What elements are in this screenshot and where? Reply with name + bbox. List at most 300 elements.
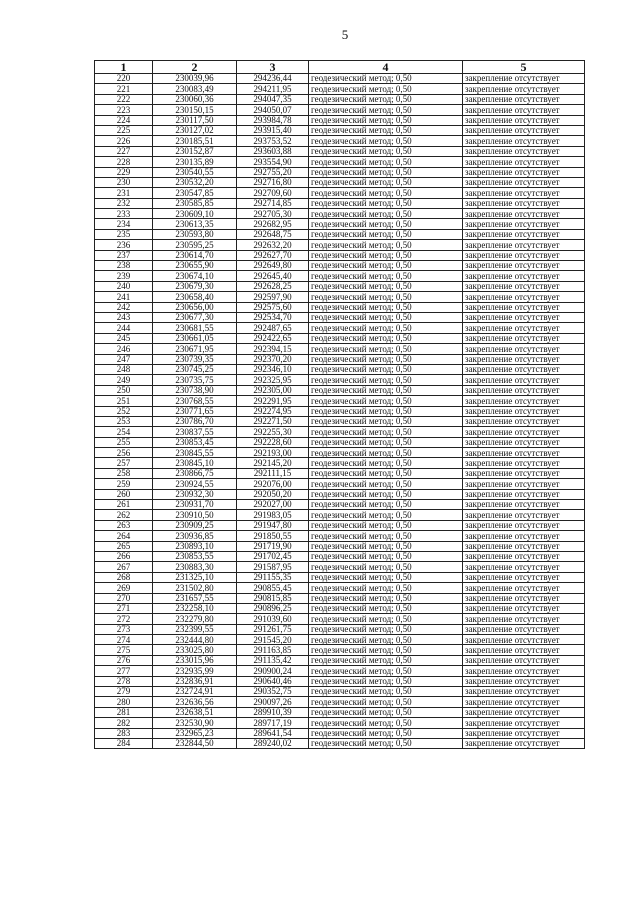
table-row xyxy=(95,396,585,406)
point-number: 259 xyxy=(95,479,153,489)
method-cell: геодезический метод; 0,50 xyxy=(309,157,463,167)
y-coordinate: 291983,05 xyxy=(237,510,309,520)
method-cell: геодезический метод; 0,50 xyxy=(309,115,463,125)
y-coordinate: 291135,42 xyxy=(237,655,309,665)
point-number: 270 xyxy=(95,593,153,603)
x-coordinate: 232965,23 xyxy=(153,728,237,738)
point-number: 239 xyxy=(95,271,153,281)
method-cell: геодезический метод; 0,50 xyxy=(309,437,463,447)
method-cell: геодезический метод; 0,50 xyxy=(309,396,463,406)
y-coordinate: 294236,44 xyxy=(237,74,309,84)
x-coordinate: 230609,10 xyxy=(153,209,237,219)
table-row xyxy=(95,229,585,239)
y-coordinate: 291155,35 xyxy=(237,572,309,582)
fixing-cell: закрепление отсутствует xyxy=(463,250,585,260)
header-col-4: 4 xyxy=(309,61,463,74)
x-coordinate: 230681,55 xyxy=(153,323,237,333)
method-cell: геодезический метод; 0,50 xyxy=(309,219,463,229)
table-row xyxy=(95,198,585,208)
x-coordinate: 230924,55 xyxy=(153,479,237,489)
method-cell: геодезический метод; 0,50 xyxy=(309,427,463,437)
x-coordinate: 230739,35 xyxy=(153,354,237,364)
table-row xyxy=(95,583,585,593)
method-cell: геодезический метод; 0,50 xyxy=(309,375,463,385)
point-number: 229 xyxy=(95,167,153,177)
x-coordinate: 230745,25 xyxy=(153,364,237,374)
x-coordinate: 230909,25 xyxy=(153,520,237,530)
point-number: 268 xyxy=(95,572,153,582)
fixing-cell: закрепление отсутствует xyxy=(463,105,585,115)
y-coordinate: 293915,40 xyxy=(237,125,309,135)
fixing-cell: закрепление отсутствует xyxy=(463,655,585,665)
x-coordinate: 230771,65 xyxy=(153,406,237,416)
header-col-2: 2 xyxy=(153,61,237,74)
table-row xyxy=(95,240,585,250)
point-number: 255 xyxy=(95,437,153,447)
y-coordinate: 292645,40 xyxy=(237,271,309,281)
point-number: 224 xyxy=(95,115,153,125)
table-row xyxy=(95,94,585,104)
fixing-cell: закрепление отсутствует xyxy=(463,718,585,728)
fixing-cell: закрепление отсутствует xyxy=(463,427,585,437)
point-number: 234 xyxy=(95,219,153,229)
y-coordinate: 292111,15 xyxy=(237,468,309,478)
point-number: 241 xyxy=(95,292,153,302)
method-cell: геодезический метод; 0,50 xyxy=(309,74,463,84)
y-coordinate: 292145,20 xyxy=(237,458,309,468)
y-coordinate: 290855,45 xyxy=(237,583,309,593)
point-number: 235 xyxy=(95,229,153,239)
fixing-cell: закрепление отсутствует xyxy=(463,707,585,717)
method-cell: геодезический метод; 0,50 xyxy=(309,84,463,94)
x-coordinate: 230837,55 xyxy=(153,427,237,437)
x-coordinate: 230150,15 xyxy=(153,105,237,115)
table-row xyxy=(95,489,585,499)
method-cell: геодезический метод; 0,50 xyxy=(309,188,463,198)
x-coordinate: 230613,35 xyxy=(153,219,237,229)
point-number: 250 xyxy=(95,385,153,395)
method-cell: геодезический метод; 0,50 xyxy=(309,333,463,343)
x-coordinate: 231502,80 xyxy=(153,583,237,593)
fixing-cell: закрепление отсутствует xyxy=(463,136,585,146)
x-coordinate: 230656,00 xyxy=(153,302,237,312)
table-row xyxy=(95,323,585,333)
x-coordinate: 230671,95 xyxy=(153,344,237,354)
method-cell: геодезический метод; 0,50 xyxy=(309,541,463,551)
fixing-cell: закрепление отсутствует xyxy=(463,240,585,250)
method-cell: геодезический метод; 0,50 xyxy=(309,177,463,187)
method-cell: геодезический метод; 0,50 xyxy=(309,500,463,510)
y-coordinate: 291719,90 xyxy=(237,541,309,551)
point-number: 256 xyxy=(95,448,153,458)
x-coordinate: 232724,91 xyxy=(153,687,237,697)
method-cell: геодезический метод; 0,50 xyxy=(309,707,463,717)
table-row xyxy=(95,614,585,624)
method-cell: геодезический метод; 0,50 xyxy=(309,697,463,707)
table-row xyxy=(95,448,585,458)
header-col-1: 1 xyxy=(95,61,153,74)
header-col-3: 3 xyxy=(237,61,309,74)
x-coordinate: 230786,70 xyxy=(153,416,237,426)
method-cell: геодезический метод; 0,50 xyxy=(309,572,463,582)
y-coordinate: 292274,95 xyxy=(237,406,309,416)
x-coordinate: 231657,55 xyxy=(153,593,237,603)
y-coordinate: 290640,46 xyxy=(237,676,309,686)
point-number: 222 xyxy=(95,94,153,104)
x-coordinate: 230039,96 xyxy=(153,74,237,84)
x-coordinate: 230931,70 xyxy=(153,500,237,510)
point-number: 221 xyxy=(95,84,153,94)
point-number: 271 xyxy=(95,603,153,613)
table-row xyxy=(95,364,585,374)
fixing-cell: закрепление отсутствует xyxy=(463,333,585,343)
table-row xyxy=(95,375,585,385)
x-coordinate: 232935,99 xyxy=(153,666,237,676)
y-coordinate: 293603,88 xyxy=(237,146,309,156)
y-coordinate: 292050,20 xyxy=(237,489,309,499)
point-number: 274 xyxy=(95,635,153,645)
y-coordinate: 289641,54 xyxy=(237,728,309,738)
method-cell: геодезический метод; 0,50 xyxy=(309,739,463,749)
x-coordinate: 232530,90 xyxy=(153,718,237,728)
fixing-cell: закрепление отсутствует xyxy=(463,177,585,187)
table-row xyxy=(95,74,585,84)
y-coordinate: 292255,30 xyxy=(237,427,309,437)
point-number: 258 xyxy=(95,468,153,478)
point-number: 281 xyxy=(95,707,153,717)
point-number: 236 xyxy=(95,240,153,250)
fixing-cell: закрепление отсутствует xyxy=(463,271,585,281)
fixing-cell: закрепление отсутствует xyxy=(463,479,585,489)
y-coordinate: 293753,52 xyxy=(237,136,309,146)
method-cell: геодезический метод; 0,50 xyxy=(309,302,463,312)
point-number: 263 xyxy=(95,520,153,530)
table-row xyxy=(95,281,585,291)
y-coordinate: 291947,80 xyxy=(237,520,309,530)
y-coordinate: 290815,85 xyxy=(237,593,309,603)
y-coordinate: 292291,95 xyxy=(237,396,309,406)
y-coordinate: 290900,24 xyxy=(237,666,309,676)
table-row xyxy=(95,250,585,260)
point-number: 260 xyxy=(95,489,153,499)
table-row xyxy=(95,427,585,437)
x-coordinate: 230117,50 xyxy=(153,115,237,125)
x-coordinate: 230932,30 xyxy=(153,489,237,499)
fixing-cell: закрепление отсутствует xyxy=(463,676,585,686)
fixing-cell: закрепление отсутствует xyxy=(463,406,585,416)
x-coordinate: 232258,10 xyxy=(153,603,237,613)
fixing-cell: закрепление отсутствует xyxy=(463,593,585,603)
point-number: 279 xyxy=(95,687,153,697)
fixing-cell: закрепление отсутствует xyxy=(463,292,585,302)
table-row xyxy=(95,676,585,686)
table-row xyxy=(95,312,585,322)
point-number: 244 xyxy=(95,323,153,333)
x-coordinate: 232279,80 xyxy=(153,614,237,624)
fixing-cell: закрепление отсутствует xyxy=(463,354,585,364)
y-coordinate: 291850,55 xyxy=(237,531,309,541)
x-coordinate: 230658,40 xyxy=(153,292,237,302)
table-row xyxy=(95,624,585,634)
point-number: 247 xyxy=(95,354,153,364)
x-coordinate: 232638,51 xyxy=(153,707,237,717)
point-number: 265 xyxy=(95,541,153,551)
point-number: 284 xyxy=(95,739,153,749)
point-number: 262 xyxy=(95,510,153,520)
point-number: 282 xyxy=(95,718,153,728)
y-coordinate: 292575,60 xyxy=(237,302,309,312)
table-row xyxy=(95,666,585,676)
point-number: 277 xyxy=(95,666,153,676)
table-row xyxy=(95,635,585,645)
point-number: 283 xyxy=(95,728,153,738)
y-coordinate: 292534,70 xyxy=(237,312,309,322)
header-col-5: 5 xyxy=(463,61,585,74)
y-coordinate: 291587,95 xyxy=(237,562,309,572)
method-cell: геодезический метод; 0,50 xyxy=(309,94,463,104)
page-number: 5 xyxy=(341,27,349,42)
table-row xyxy=(95,115,585,125)
table-row xyxy=(95,416,585,426)
x-coordinate: 230614,70 xyxy=(153,250,237,260)
fixing-cell: закрепление отсутствует xyxy=(463,603,585,613)
point-number: 232 xyxy=(95,198,153,208)
table-row xyxy=(95,479,585,489)
y-coordinate: 292325,95 xyxy=(237,375,309,385)
x-coordinate: 230655,90 xyxy=(153,261,237,271)
y-coordinate: 289717,19 xyxy=(237,718,309,728)
fixing-cell: закрепление отсутствует xyxy=(463,697,585,707)
fixing-cell: закрепление отсутствует xyxy=(463,635,585,645)
fixing-cell: закрепление отсутствует xyxy=(463,344,585,354)
x-coordinate: 230135,89 xyxy=(153,157,237,167)
y-coordinate: 289910,39 xyxy=(237,707,309,717)
fixing-cell: закрепление отсутствует xyxy=(463,229,585,239)
x-coordinate: 230674,10 xyxy=(153,271,237,281)
fixing-cell: закрепление отсутствует xyxy=(463,167,585,177)
table-row xyxy=(95,697,585,707)
fixing-cell: закрепление отсутствует xyxy=(463,666,585,676)
fixing-cell: закрепление отсутствует xyxy=(463,541,585,551)
method-cell: геодезический метод; 0,50 xyxy=(309,261,463,271)
coordinates-table xyxy=(94,60,585,749)
table-header-row xyxy=(95,61,585,74)
y-coordinate: 293554,90 xyxy=(237,157,309,167)
x-coordinate: 233015,96 xyxy=(153,655,237,665)
point-number: 223 xyxy=(95,105,153,115)
fixing-cell: закрепление отсутствует xyxy=(463,375,585,385)
y-coordinate: 294050,07 xyxy=(237,105,309,115)
x-coordinate: 230893,10 xyxy=(153,541,237,551)
method-cell: геодезический метод; 0,50 xyxy=(309,448,463,458)
x-coordinate: 230853,55 xyxy=(153,551,237,561)
y-coordinate: 292271,50 xyxy=(237,416,309,426)
table-row xyxy=(95,188,585,198)
table-row xyxy=(95,344,585,354)
method-cell: геодезический метод; 0,50 xyxy=(309,687,463,697)
fixing-cell: закрепление отсутствует xyxy=(463,198,585,208)
table-row xyxy=(95,468,585,478)
x-coordinate: 230540,55 xyxy=(153,167,237,177)
table-row xyxy=(95,167,585,177)
table-row xyxy=(95,510,585,520)
fixing-cell: закрепление отсутствует xyxy=(463,312,585,322)
table-row xyxy=(95,84,585,94)
fixing-cell: закрепление отсутствует xyxy=(463,94,585,104)
table-row xyxy=(95,354,585,364)
point-number: 280 xyxy=(95,697,153,707)
y-coordinate: 290896,25 xyxy=(237,603,309,613)
y-coordinate: 292027,00 xyxy=(237,500,309,510)
method-cell: геодезический метод; 0,50 xyxy=(309,364,463,374)
method-cell: геодезический метод; 0,50 xyxy=(309,198,463,208)
point-number: 257 xyxy=(95,458,153,468)
fixing-cell: закрепление отсутствует xyxy=(463,583,585,593)
point-number: 220 xyxy=(95,74,153,84)
method-cell: геодезический метод; 0,50 xyxy=(309,167,463,177)
x-coordinate: 232836,91 xyxy=(153,676,237,686)
x-coordinate: 230532,20 xyxy=(153,177,237,187)
method-cell: геодезический метод; 0,50 xyxy=(309,105,463,115)
fixing-cell: закрепление отсутствует xyxy=(463,489,585,499)
table-row xyxy=(95,125,585,135)
fixing-cell: закрепление отсутствует xyxy=(463,364,585,374)
method-cell: геодезический метод; 0,50 xyxy=(309,655,463,665)
method-cell: геодезический метод; 0,50 xyxy=(309,240,463,250)
y-coordinate: 291039,60 xyxy=(237,614,309,624)
method-cell: геодезический метод; 0,50 xyxy=(309,312,463,322)
y-coordinate: 292346,10 xyxy=(237,364,309,374)
fixing-cell: закрепление отсутствует xyxy=(463,84,585,94)
x-coordinate: 230060,36 xyxy=(153,94,237,104)
y-coordinate: 293984,78 xyxy=(237,115,309,125)
table-row xyxy=(95,531,585,541)
method-cell: геодезический метод; 0,50 xyxy=(309,510,463,520)
point-number: 254 xyxy=(95,427,153,437)
x-coordinate: 230936,85 xyxy=(153,531,237,541)
method-cell: геодезический метод; 0,50 xyxy=(309,292,463,302)
method-cell: геодезический метод; 0,50 xyxy=(309,676,463,686)
method-cell: геодезический метод; 0,50 xyxy=(309,344,463,354)
table-row xyxy=(95,728,585,738)
point-number: 246 xyxy=(95,344,153,354)
table-row xyxy=(95,687,585,697)
x-coordinate: 230593,80 xyxy=(153,229,237,239)
point-number: 276 xyxy=(95,655,153,665)
method-cell: геодезический метод; 0,50 xyxy=(309,614,463,624)
fixing-cell: закрепление отсутствует xyxy=(463,520,585,530)
fixing-cell: закрепление отсутствует xyxy=(463,219,585,229)
table-row xyxy=(95,105,585,115)
fixing-cell: закрепление отсутствует xyxy=(463,125,585,135)
x-coordinate: 230883,30 xyxy=(153,562,237,572)
table-row xyxy=(95,562,585,572)
fixing-cell: закрепление отсутствует xyxy=(463,551,585,561)
x-coordinate: 230735,75 xyxy=(153,375,237,385)
table-row xyxy=(95,261,585,271)
method-cell: геодезический метод; 0,50 xyxy=(309,354,463,364)
method-cell: геодезический метод; 0,50 xyxy=(309,468,463,478)
fixing-cell: закрепление отсутствует xyxy=(463,323,585,333)
y-coordinate: 292305,00 xyxy=(237,385,309,395)
x-coordinate: 230768,55 xyxy=(153,396,237,406)
method-cell: геодезический метод; 0,50 xyxy=(309,416,463,426)
x-coordinate: 230910,50 xyxy=(153,510,237,520)
table-row xyxy=(95,551,585,561)
method-cell: геодезический метод; 0,50 xyxy=(309,458,463,468)
fixing-cell: закрепление отсутствует xyxy=(463,510,585,520)
fixing-cell: закрепление отсутствует xyxy=(463,302,585,312)
point-number: 233 xyxy=(95,209,153,219)
table-row xyxy=(95,292,585,302)
y-coordinate: 291545,20 xyxy=(237,635,309,645)
y-coordinate: 292648,75 xyxy=(237,229,309,239)
method-cell: геодезический метод; 0,50 xyxy=(309,520,463,530)
table-row xyxy=(95,593,585,603)
fixing-cell: закрепление отсутствует xyxy=(463,209,585,219)
table-row xyxy=(95,157,585,167)
fixing-cell: закрепление отсутствует xyxy=(463,157,585,167)
x-coordinate: 232444,80 xyxy=(153,635,237,645)
x-coordinate: 230677,30 xyxy=(153,312,237,322)
x-coordinate: 230547,85 xyxy=(153,188,237,198)
method-cell: геодезический метод; 0,50 xyxy=(309,603,463,613)
point-number: 237 xyxy=(95,250,153,260)
y-coordinate: 292628,25 xyxy=(237,281,309,291)
y-coordinate: 290097,26 xyxy=(237,697,309,707)
point-number: 230 xyxy=(95,177,153,187)
table-row xyxy=(95,541,585,551)
method-cell: геодезический метод; 0,50 xyxy=(309,406,463,416)
method-cell: геодезический метод; 0,50 xyxy=(309,531,463,541)
point-number: 251 xyxy=(95,396,153,406)
x-coordinate: 230185,51 xyxy=(153,136,237,146)
fixing-cell: закрепление отсутствует xyxy=(463,624,585,634)
y-coordinate: 292627,70 xyxy=(237,250,309,260)
point-number: 275 xyxy=(95,645,153,655)
y-coordinate: 294047,35 xyxy=(237,94,309,104)
table-row xyxy=(95,603,585,613)
y-coordinate: 291163,85 xyxy=(237,645,309,655)
point-number: 242 xyxy=(95,302,153,312)
table-row xyxy=(95,645,585,655)
fixing-cell: закрепление отсутствует xyxy=(463,385,585,395)
table-row xyxy=(95,406,585,416)
point-number: 266 xyxy=(95,551,153,561)
x-coordinate: 230661,05 xyxy=(153,333,237,343)
method-cell: геодезический метод; 0,50 xyxy=(309,624,463,634)
method-cell: геодезический метод; 0,50 xyxy=(309,666,463,676)
x-coordinate: 230152,87 xyxy=(153,146,237,156)
method-cell: геодезический метод; 0,50 xyxy=(309,562,463,572)
method-cell: геодезический метод; 0,50 xyxy=(309,136,463,146)
fixing-cell: закрепление отсутствует xyxy=(463,448,585,458)
y-coordinate: 292370,20 xyxy=(237,354,309,364)
fixing-cell: закрепление отсутствует xyxy=(463,458,585,468)
fixing-cell: закрепление отсутствует xyxy=(463,614,585,624)
method-cell: геодезический метод; 0,50 xyxy=(309,593,463,603)
method-cell: геодезический метод; 0,50 xyxy=(309,146,463,156)
y-coordinate: 292597,90 xyxy=(237,292,309,302)
y-coordinate: 289240,02 xyxy=(237,739,309,749)
fixing-cell: закрепление отсутствует xyxy=(463,645,585,655)
point-number: 264 xyxy=(95,531,153,541)
table-row xyxy=(95,146,585,156)
fixing-cell: закрепление отсутствует xyxy=(463,261,585,271)
x-coordinate: 230845,10 xyxy=(153,458,237,468)
y-coordinate: 292076,00 xyxy=(237,479,309,489)
fixing-cell: закрепление отсутствует xyxy=(463,468,585,478)
